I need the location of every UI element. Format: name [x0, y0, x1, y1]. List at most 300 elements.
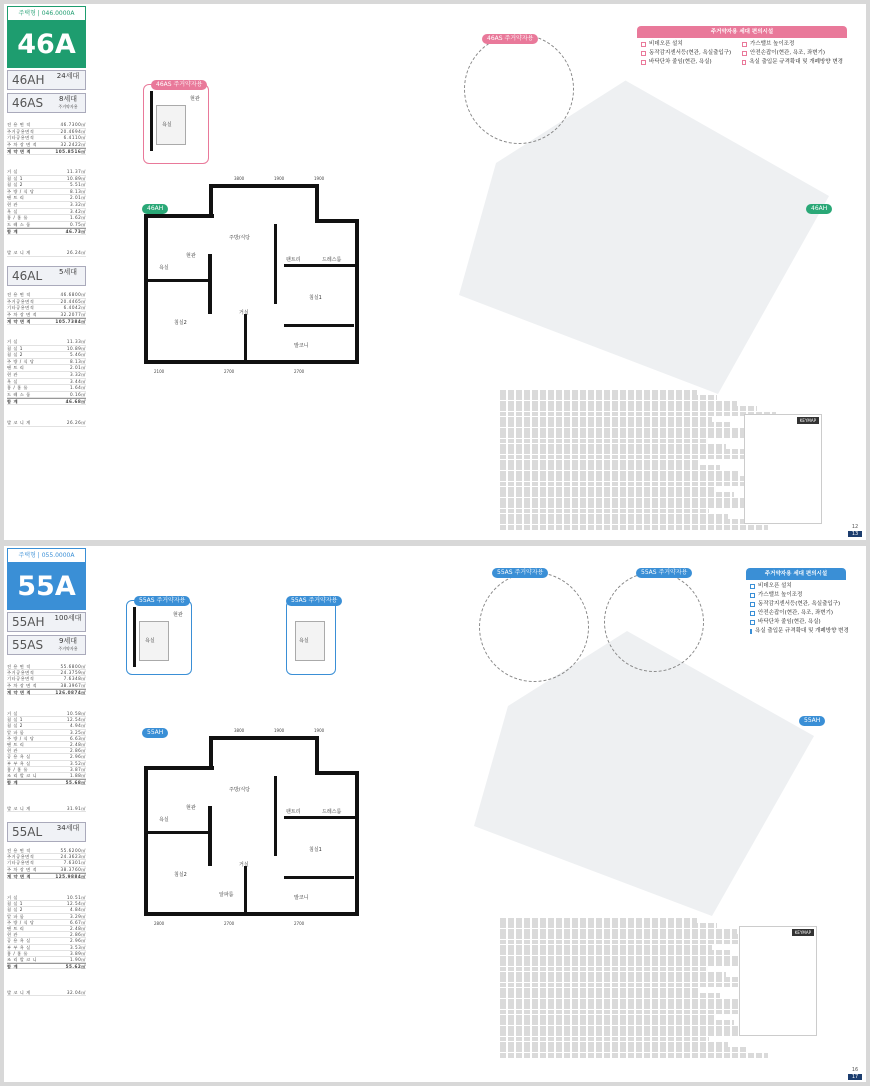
area-row — [7, 222, 86, 229]
unit-type-name: 55AS — [12, 638, 44, 652]
render-callout-circle-2 — [604, 572, 704, 672]
room-area — [7, 167, 86, 235]
area-label: 주거공용면적 — [7, 298, 35, 304]
supply-area-al — [7, 846, 86, 879]
area-label: 계 약 면 적 — [7, 689, 32, 695]
unit-type-box — [7, 70, 86, 90]
area-row — [7, 689, 86, 695]
render-callout-circle — [479, 572, 589, 682]
unit-type-name: 46AL — [12, 269, 43, 283]
plan-wall — [144, 279, 208, 282]
area-row — [7, 195, 86, 202]
unit-count-value: 8세대 — [59, 95, 77, 103]
area-row — [7, 305, 86, 312]
note-line — [500, 1026, 754, 1031]
note-line — [500, 1047, 748, 1052]
area-value: 31.91㎡ — [66, 806, 86, 811]
area-value: 32.04㎡ — [66, 990, 86, 995]
render-tag-2: 55AS 주거약자용 — [636, 568, 692, 578]
area-value: 3.44㎡ — [69, 378, 86, 384]
features-list — [746, 580, 849, 638]
area-label: 전 용 면 적 — [7, 664, 31, 669]
area-value: 0.16㎡ — [69, 391, 86, 397]
area-label: 팬 트 리 — [7, 365, 25, 371]
room-label-alpha: 알파룸 — [219, 892, 234, 898]
checkbox-icon — [742, 42, 747, 47]
balcony-area-al — [7, 418, 86, 427]
checkbox-icon — [742, 60, 746, 65]
page-number-right: 17 — [848, 1074, 862, 1080]
unit-count-value: 100세대 — [54, 614, 82, 622]
unit-type-box — [7, 93, 86, 113]
room-label-entry: 현관 — [186, 253, 196, 259]
area-label: 계 약 면 적 — [7, 149, 32, 155]
note-line — [500, 923, 717, 928]
area-value: 32.2422㎡ — [60, 141, 86, 147]
dim-bottom: 2100 — [154, 369, 165, 374]
area-label: 발 코 니 계 — [7, 990, 31, 995]
area-label: 기타공용면적 — [7, 135, 35, 141]
note-line — [500, 455, 765, 460]
area-value: 46.73㎡ — [65, 229, 86, 235]
note-line — [500, 449, 745, 454]
area-row — [7, 963, 86, 969]
plan-wall — [284, 264, 359, 267]
plan-wall — [209, 736, 213, 770]
area-row — [7, 312, 86, 319]
area-label: 침 실 2 — [7, 907, 23, 913]
checkbox-icon — [750, 620, 755, 625]
feature-label: 안전손잡이(현관, 욕조, 좌변기) — [758, 610, 834, 616]
note-line — [500, 961, 771, 966]
area-row — [7, 779, 86, 785]
note-line — [500, 395, 717, 400]
area-label: 주 차 장 면 적 — [7, 311, 38, 317]
plan-tag: 46AH — [142, 204, 168, 214]
inset-tag: 55AS 주거약자용 — [134, 596, 190, 606]
note-line — [500, 401, 737, 406]
area-value: 6.67㎡ — [69, 919, 86, 925]
note-line — [500, 988, 700, 993]
area-row — [7, 202, 86, 209]
note-line — [500, 439, 706, 444]
checkbox-icon — [750, 629, 752, 634]
unit-type-box-al — [7, 266, 86, 286]
feature-item — [750, 600, 842, 609]
balcony-area — [7, 804, 86, 812]
area-value: 2.01㎡ — [69, 365, 86, 371]
dim-bottom: 2700 — [294, 921, 305, 926]
area-row — [7, 372, 86, 379]
feature-label: 가스밸브 높이조정 — [750, 41, 795, 47]
area-label: 현 관 — [7, 201, 18, 207]
area-label: 주 방 / 식 당 — [7, 735, 35, 741]
area-row — [7, 806, 86, 812]
room-label-kitchen: 주방/식당 — [229, 787, 251, 793]
area-row — [7, 339, 86, 346]
area-value: 12.54㎡ — [66, 901, 86, 907]
dim-bottom: 2800 — [154, 921, 165, 926]
area-row — [7, 990, 86, 996]
note-line — [500, 492, 734, 497]
area-row — [7, 352, 86, 359]
feature-item — [750, 609, 842, 618]
room-label-entry: 현관 — [186, 805, 196, 811]
feature-label: 바닥단차 줄임(현관, 욕실) — [758, 619, 821, 625]
checkbox-icon — [641, 51, 646, 56]
note-line — [500, 1015, 714, 1020]
area-value: 26.26㎡ — [66, 420, 86, 425]
area-value: 125.9884㎡ — [55, 873, 86, 879]
area-label: 부 부 욕 실 — [7, 944, 31, 950]
area-value: 20.4465㎡ — [60, 298, 86, 304]
area-label: 침 실 1 — [7, 717, 23, 723]
area-label: 부 부 욕 실 — [7, 760, 31, 766]
note-line — [500, 1010, 779, 1015]
unit-count-value: 24세대 — [56, 72, 80, 80]
note-line — [500, 525, 768, 530]
checkbox-icon — [750, 593, 755, 598]
note-line — [500, 428, 751, 433]
area-label: 합 계 — [7, 399, 19, 405]
area-row — [7, 169, 86, 176]
checkbox-icon — [750, 611, 755, 616]
area-value: 38.3760㎡ — [60, 866, 86, 872]
feature-item — [641, 49, 742, 58]
area-label: 조 리 발 코 니 — [7, 772, 38, 778]
room-label-bed2: 침실2 — [174, 320, 187, 326]
area-label: 현 관 — [7, 371, 18, 377]
area-label: 주 방 / 식 당 — [7, 919, 35, 925]
area-value: 5.51㎡ — [69, 182, 86, 188]
feature-label: 동작감지센서등(현관, 욕실출입구) — [758, 601, 841, 607]
unit-count-value: 5세대 — [59, 268, 77, 276]
area-value: 3.32㎡ — [69, 201, 86, 207]
floor-plan — [144, 176, 359, 374]
area-value: 1.64㎡ — [69, 385, 86, 391]
inset-plan — [126, 600, 192, 675]
area-value: 6.4042㎡ — [63, 305, 86, 311]
area-value: 3.32㎡ — [69, 371, 86, 377]
feature-label: 안전손잡이(현관, 욕조, 좌변기) — [750, 50, 826, 56]
area-row — [7, 142, 86, 149]
note-line — [500, 967, 706, 972]
area-value: 46.68㎡ — [65, 399, 86, 405]
area-label: 침 실 1 — [7, 345, 23, 351]
area-label: 현 관 — [7, 932, 18, 938]
plan-wall — [144, 831, 208, 834]
area-value: 6.63㎡ — [69, 735, 86, 741]
area-row — [7, 182, 86, 189]
area-row — [7, 365, 86, 372]
page-number-left: 12 — [851, 524, 859, 530]
area-value: 38.3967㎡ — [60, 682, 86, 688]
note-line — [500, 514, 728, 519]
page-number-left: 16 — [851, 1067, 859, 1073]
area-label: 홈 / 홈 롤 — [7, 766, 29, 772]
area-label: 합 계 — [7, 964, 19, 970]
feature-label: 가스밸브 높이조정 — [758, 592, 803, 598]
area-value: 8.13㎡ — [69, 188, 86, 194]
unit-type-box — [7, 612, 86, 632]
feature-item — [641, 40, 742, 49]
unit-count — [53, 95, 83, 111]
supply-area-al — [7, 290, 86, 325]
area-value: 3.42㎡ — [69, 208, 86, 214]
note-line — [500, 509, 709, 514]
area-row — [7, 250, 86, 257]
area-value: 20.4694㎡ — [60, 128, 86, 134]
note-line — [500, 444, 726, 449]
supply-area — [7, 120, 86, 155]
area-row — [7, 228, 86, 235]
area-value: 8.13㎡ — [69, 358, 86, 364]
feature-item — [742, 58, 843, 67]
dim-top: 3800 — [234, 176, 245, 181]
note-line — [500, 972, 726, 977]
notes-block — [500, 390, 782, 530]
dim-bottom: 2700 — [224, 369, 235, 374]
keymap — [739, 926, 817, 1036]
note-line — [500, 498, 754, 503]
area-row — [7, 122, 86, 129]
area-label: 공 용 욕 실 — [7, 754, 31, 760]
balcony-area-al — [7, 988, 86, 996]
plan-wall — [274, 776, 277, 856]
render-callout-circle — [464, 34, 574, 144]
room-label-balcony: 발코니 — [294, 895, 309, 901]
note-line — [500, 460, 700, 465]
area-row — [7, 215, 86, 222]
room-label-pantry: 팬트리 — [286, 257, 301, 263]
area-label: 거 실 — [7, 169, 18, 174]
keymap-label: KEYMAP — [797, 417, 819, 424]
area-row — [7, 420, 86, 427]
plan-wall — [144, 214, 148, 364]
area-value: 2.86㎡ — [69, 748, 86, 754]
room-label-bath: 욕실 — [159, 265, 169, 271]
area-label: 전 용 면 적 — [7, 848, 31, 853]
area-label: 알 파 룸 — [7, 913, 25, 919]
checkbox-icon — [742, 51, 747, 56]
area-row — [7, 318, 86, 325]
area-label: 거 실 — [7, 339, 18, 344]
area-label: 발 코 니 계 — [7, 250, 31, 255]
type-badge — [7, 548, 86, 610]
dim-top: 3800 — [234, 728, 245, 733]
area-value: 1.88㎡ — [69, 772, 86, 778]
area-value: 2.96㎡ — [69, 938, 86, 944]
plan-wall — [244, 314, 247, 364]
room-area — [7, 709, 86, 785]
inset-entry-label: 현관 — [190, 96, 200, 102]
area-value: 10.89㎡ — [66, 175, 86, 181]
plan-tag: 55AH — [142, 728, 168, 738]
note-line — [500, 956, 751, 961]
features-title: 주거약자용 세대 편의시설 — [637, 26, 847, 38]
area-row — [7, 148, 86, 155]
type-name: 55A — [7, 563, 86, 610]
area-label: 조 리 발 코 니 — [7, 956, 38, 962]
area-label: 팬 트 리 — [7, 741, 25, 747]
area-row — [7, 385, 86, 392]
unit-count-value: 9세대 — [59, 637, 77, 645]
features-list — [637, 38, 847, 69]
note-line — [500, 945, 712, 950]
note-line — [500, 1004, 759, 1009]
note-line — [500, 950, 731, 955]
area-value: 10.89㎡ — [66, 345, 86, 351]
brochure-page-46a — [4, 4, 866, 540]
area-label: 홈 / 홈 롤 — [7, 215, 29, 221]
area-value: 7.6301㎡ — [63, 860, 86, 866]
area-label: 기타공용면적 — [7, 676, 35, 682]
plan-wall — [355, 771, 359, 916]
area-label: 침 실 1 — [7, 175, 23, 181]
balcony-area — [7, 248, 86, 257]
area-row — [7, 398, 86, 405]
area-value: 2.01㎡ — [69, 195, 86, 201]
note-line — [500, 1042, 728, 1047]
area-value: 3.89㎡ — [69, 950, 86, 956]
note-line — [500, 422, 731, 427]
dim-top: 1900 — [274, 728, 285, 733]
inset-bath-label: 욕실 — [145, 638, 155, 644]
area-label: 공 용 욕 실 — [7, 938, 31, 944]
plan-wall — [284, 876, 354, 879]
feature-label: 바닥단차 줄임(현관, 욕실) — [649, 59, 712, 65]
area-value: 32.2077㎡ — [60, 311, 86, 317]
area-label: 침 실 2 — [7, 723, 23, 729]
plan-wall — [209, 184, 319, 188]
note-line — [500, 977, 745, 982]
area-value: 1.62㎡ — [69, 215, 86, 221]
unit-count-value: 34세대 — [56, 824, 80, 832]
note-line — [500, 929, 737, 934]
checkbox-icon — [641, 42, 646, 47]
area-label: 침 실 1 — [7, 901, 23, 907]
room-area-al — [7, 337, 86, 405]
room-label-bath: 욕실 — [159, 817, 169, 823]
area-label: 주 차 장 면 적 — [7, 141, 38, 147]
area-row — [7, 392, 86, 399]
area-value: 3.29㎡ — [69, 913, 86, 919]
note-line — [500, 433, 771, 438]
inset-entry-label: 현관 — [173, 612, 183, 618]
note-line — [500, 487, 714, 492]
feature-label: 욕실 출입문 규격확대 및 개폐방향 변경 — [755, 628, 849, 634]
plan-wall — [315, 184, 319, 222]
area-value: 4.84㎡ — [69, 907, 86, 913]
note-line — [500, 918, 697, 923]
plan-wall — [315, 219, 359, 223]
dim-top: 1900 — [314, 176, 325, 181]
note-line — [500, 1053, 768, 1058]
dim-bottom: 2700 — [224, 921, 235, 926]
unit-type-name: 46AS — [12, 96, 44, 110]
checkbox-icon — [641, 60, 646, 65]
area-value: 55.6200㎡ — [60, 848, 86, 853]
plan-wall — [208, 806, 212, 866]
note-line — [500, 503, 774, 508]
note-line — [500, 465, 720, 470]
area-label: 드 레 스 룸 — [7, 221, 31, 227]
room-label-kitchen: 주방/식당 — [229, 235, 251, 241]
area-value: 11.37㎡ — [66, 169, 86, 174]
area-value: 24.3759㎡ — [60, 670, 86, 676]
feature-item — [750, 582, 842, 591]
plan-wall — [355, 219, 359, 364]
area-value: 11.33㎡ — [66, 339, 86, 344]
note-line — [500, 471, 740, 476]
area-value: 3.53㎡ — [69, 944, 86, 950]
area-value: 2.96㎡ — [69, 754, 86, 760]
note-line — [500, 482, 779, 487]
note-line — [500, 519, 748, 524]
plan-wall — [315, 736, 319, 774]
plan-wall — [208, 254, 212, 314]
area-value: 46.7300㎡ — [60, 122, 86, 127]
feature-item — [742, 49, 843, 58]
area-label: 홈 / 홈 롤 — [7, 950, 29, 956]
area-label: 팬 트 리 — [7, 925, 25, 931]
room-label-pantry: 팬트리 — [286, 809, 301, 815]
room-label-bed2: 침실2 — [174, 872, 187, 878]
area-value: 7.6348㎡ — [63, 676, 86, 682]
plan-wall — [284, 324, 354, 327]
inset-plan-2 — [286, 600, 336, 675]
area-value: 12.54㎡ — [66, 717, 86, 723]
note-line — [500, 999, 740, 1004]
feature-label: 동작감지센서등(현관, 욕실출입구) — [649, 50, 732, 56]
area-value: 3.52㎡ — [69, 760, 86, 766]
type-name: 46A — [7, 21, 86, 68]
checkbox-icon — [750, 602, 755, 607]
area-value: 55.6800㎡ — [60, 664, 86, 669]
type-badge — [7, 6, 86, 68]
plan-wall — [144, 766, 148, 916]
unit-type-name: 55AH — [12, 615, 45, 629]
area-value: 24.3623㎡ — [60, 854, 86, 860]
feature-label: 욕실 출입문 규격확대 및 개폐방향 변경 — [749, 59, 843, 65]
area-value: 2.48㎡ — [69, 741, 86, 747]
unit-count — [53, 637, 83, 653]
unit-type-box-al — [7, 822, 86, 842]
page-number — [848, 1067, 862, 1080]
keymap — [744, 414, 822, 524]
plan-wall — [144, 360, 359, 364]
room-label-dress: 드레스룸 — [322, 809, 342, 815]
plan-wall — [144, 214, 214, 218]
render-unit-tag: 55AH — [799, 716, 825, 726]
note-line — [500, 1020, 734, 1025]
spec-column — [4, 546, 89, 1082]
area-label: 기타공용면적 — [7, 860, 35, 866]
checkbox-icon — [750, 584, 755, 589]
area-label: 주 차 장 면 적 — [7, 682, 38, 688]
area-value: 5.46㎡ — [69, 352, 86, 358]
area-value: 2.86㎡ — [69, 932, 86, 938]
spec-column — [4, 4, 89, 540]
page-number-right: 13 — [848, 531, 862, 537]
note-line — [500, 993, 720, 998]
area-label: 주거공용면적 — [7, 670, 35, 676]
area-label: 침 실 2 — [7, 352, 23, 358]
room-label-balcony: 발코니 — [294, 343, 309, 349]
room-label-living: 거실 — [239, 862, 249, 868]
area-row — [7, 292, 86, 299]
room-label-dress: 드레스룸 — [322, 257, 342, 263]
